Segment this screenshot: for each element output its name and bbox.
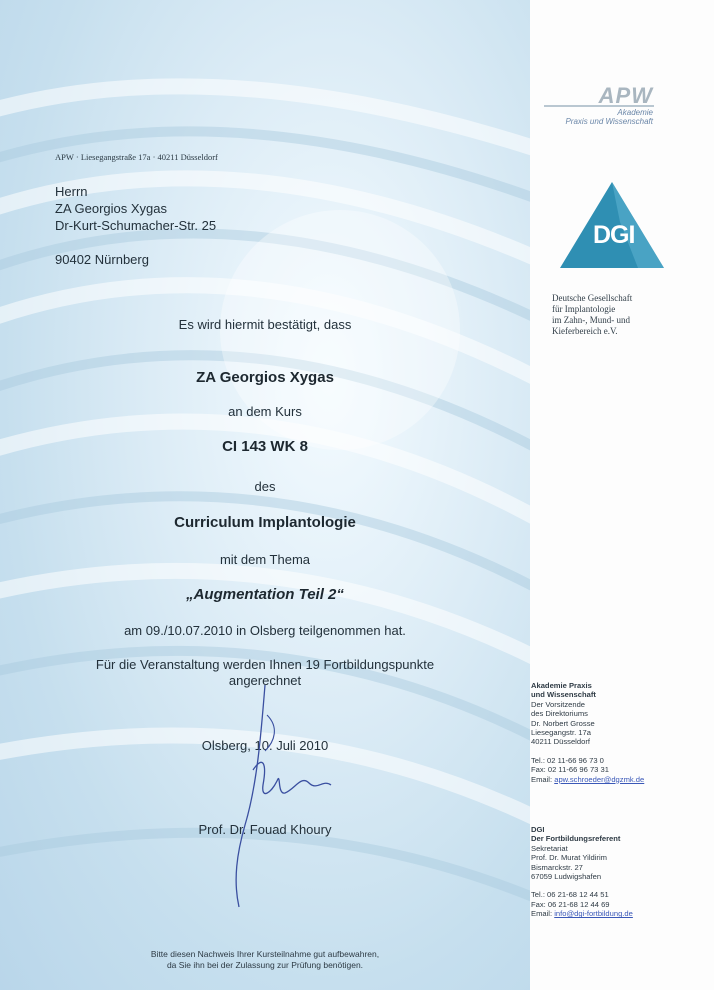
dgi-contact-line: Prof. Dr. Murat Yildirim bbox=[531, 853, 607, 863]
dgi-org-line: Kieferbereich e.V. bbox=[552, 326, 618, 336]
signature-mark bbox=[205, 675, 340, 915]
points-line-2: angerechnet bbox=[228, 673, 302, 688]
dgi-org-line: Deutsche Gesellschaft bbox=[552, 293, 633, 303]
dgi-contact-line: 67059 Ludwigshafen bbox=[531, 872, 602, 882]
sender-line: APW · Liesegangstraße 17a · 40211 Düsseldorf bbox=[55, 152, 218, 162]
apw-email-row bbox=[531, 775, 644, 784]
dgi-email-link[interactable]: info@dgi-fortbildung.de bbox=[554, 909, 633, 919]
dgi-contact-line: Bismarckstr. 27 bbox=[531, 862, 583, 872]
recipient-salutation: Herrn bbox=[55, 184, 88, 199]
dgi-logo-mark: DGI bbox=[593, 221, 635, 249]
place-date: Olsberg, 10. Juli 2010 bbox=[201, 738, 329, 753]
apw-fax: Fax: 02 11-66 96 73 31 bbox=[531, 765, 609, 775]
dgi-contact-title-2: Der Fortbildungsreferent bbox=[531, 834, 621, 844]
dgi-fax: Fax: 06 21-68 12 44 69 bbox=[531, 899, 610, 909]
dgi-org-line: für Implantologie bbox=[552, 304, 616, 314]
dgi-tel: Tel.: 06 21-68 12 44 51 bbox=[531, 890, 609, 900]
apw-contact-block bbox=[531, 681, 644, 784]
certificate-intro: Es wird hiermit bestätigt, dass bbox=[178, 317, 352, 332]
apw-contact-line: 40211 Düsseldorf bbox=[531, 737, 590, 747]
topic-title: „Augmentation Teil 2“ bbox=[186, 586, 344, 603]
dgi-org-name bbox=[552, 293, 632, 337]
apw-contact-line: Der Vorsitzende bbox=[531, 699, 586, 709]
participant-name: ZA Georgios Xygas bbox=[196, 369, 334, 386]
apw-contact-title-2: und Wissenschaft bbox=[531, 690, 596, 700]
course-code: CI 143 WK 8 bbox=[222, 438, 308, 455]
des-text: des bbox=[254, 479, 276, 494]
dgi-email-label: Email: bbox=[531, 909, 553, 919]
dgi-contact-block bbox=[531, 825, 633, 919]
apw-contact-line: Liesegangstr. 17a bbox=[531, 728, 591, 738]
dgi-contact-line: Sekretariat bbox=[531, 843, 568, 853]
recipient-name: ZA Georgios Xygas bbox=[55, 201, 167, 216]
dgi-logo bbox=[560, 182, 664, 268]
program-name: Curriculum Implantologie bbox=[174, 514, 356, 531]
footer-line-2: da Sie ihn bei der Zulassung zur Prüfung benötigen. bbox=[166, 960, 364, 970]
apw-logo-sub2: Praxis und Wissenschaft bbox=[565, 117, 653, 126]
apw-contact-title-1: Akademie Praxis bbox=[531, 681, 592, 690]
dgi-org-line: im Zahn-, Mund- und bbox=[552, 315, 630, 325]
recipient-city: 90402 Nürnberg bbox=[55, 252, 149, 267]
apw-logo bbox=[544, 83, 659, 128]
apw-logo-sub1: Akademie bbox=[617, 108, 653, 117]
apw-tel: Tel.: 02 11-66 96 73 0 bbox=[531, 755, 604, 765]
signatory-name: Prof. Dr. Fouad Khoury bbox=[198, 822, 332, 837]
apw-email-label: Email: bbox=[531, 774, 553, 784]
apw-logo-mark: APW bbox=[598, 83, 653, 108]
points-line-1: Für die Veranstaltung werden Ihnen 19 Fortbildungspunkte bbox=[95, 657, 435, 672]
recipient-street: Dr-Kurt-Schumacher-Str. 25 bbox=[55, 218, 217, 233]
course-prefix: an dem Kurs bbox=[228, 404, 302, 419]
apw-contact-line: Dr. Norbert Grosse bbox=[531, 718, 595, 728]
dgi-contact-title-1: DGI bbox=[531, 825, 545, 834]
apw-contact-line: des Direktoriums bbox=[531, 709, 588, 719]
footer-line-1: Bitte diesen Nachweis Ihrer Kursteilnahme gut aufbewahren, bbox=[150, 949, 380, 959]
dgi-email-row bbox=[531, 909, 633, 918]
topic-prefix: mit dem Thema bbox=[219, 552, 311, 567]
apw-email-link[interactable]: apw.schroeder@dgzmk.de bbox=[554, 774, 645, 784]
attendance-text: am 09./10.07.2010 in Olsberg teilgenommen hat. bbox=[124, 623, 406, 638]
